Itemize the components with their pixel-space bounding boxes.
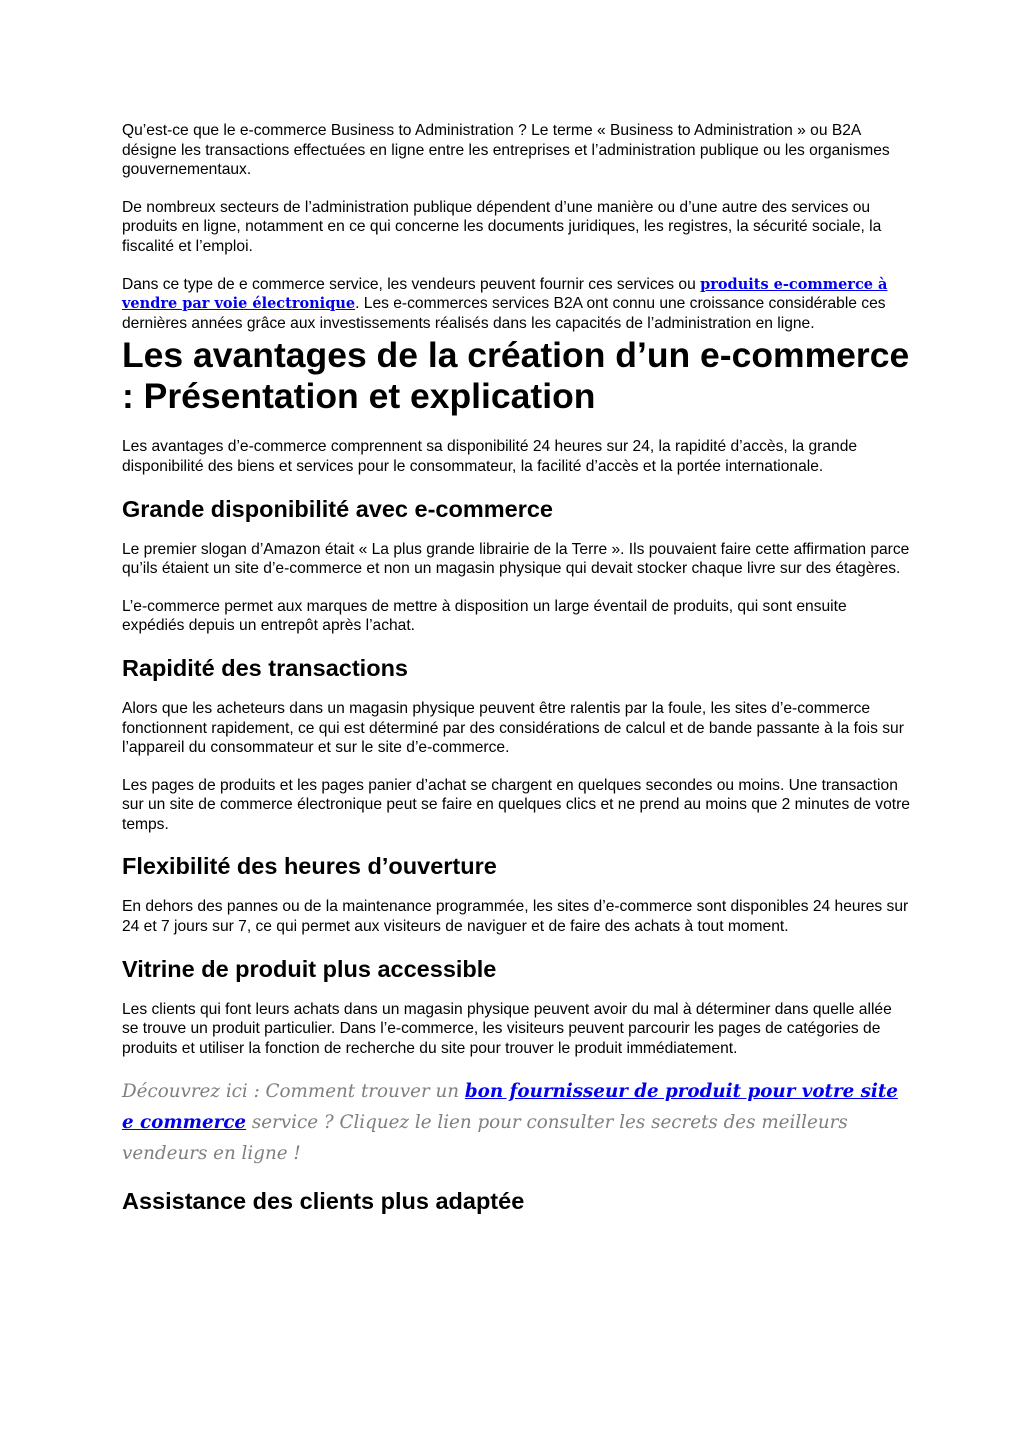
availability-paragraph-1: Le premier slogan d’Amazon était « La plus grande librairie de la Terre ». Ils pouvaient faire cette affirmation parce qu’ils étaient un site d’e-commerce et non un magasin physique qui devait stocker chaque livre sur des étagères. (122, 540, 910, 578)
showcase-heading: Vitrine de produit plus accessible (122, 955, 497, 982)
showcase-paragraph: Les clients qui font leurs achats dans un magasin physique peuvent avoir du mal à déterminer dans quelle allée se trouve un produit particulier. Dans l’e-commerce, les visiteurs peuvent parcourir les pages de catégories de produits et utiliser la fonction de recherche du site pour trouver le produit immédiatement. (122, 1000, 892, 1057)
intro-paragraph-3-start: Dans ce type de e commerce service, les vendeurs peuvent fournir ces services ou (122, 275, 701, 293)
callout-outro-text: service ? Cliquez le lien pour consulter les secrets des meilleurs vendeurs en ligne ! (122, 1112, 848, 1165)
intro-paragraph-3-end: . Les e-commerces services B2A ont connu une croissance considérable ces dernières années grâce aux investissements réalisés dans les capacités de l’administration en ligne. (122, 295, 886, 332)
speed-paragraph-1: Alors que les acheteurs dans un magasin physique peuvent être ralentis par la foule, les sites d’e-commerce fonctionnent rapidement, ce qui est déterminé par des considérations de calcul et de bande passante à la fois sur l’appareil du consommateur et sur le site d’e-commerce. (122, 699, 904, 757)
availability-heading: Grande disponibilité avec e-commerce (122, 495, 553, 522)
intro-paragraph-3 (122, 275, 912, 334)
hours-paragraph: En dehors des pannes ou de la maintenance programmée, les sites d’e-commerce sont disponibles 24 heures sur 24 et 7 jours sur 7, ce qui permet aux visiteurs de naviguer et de faire des achats à tout moment. (122, 898, 909, 936)
main-heading: Les avantages de la création d’un e-commerce : Présentation et explication (122, 335, 910, 417)
ecommerce-products-link[interactable]: produits e-commerce à vendre par voie électronique (122, 275, 888, 313)
speed-paragraph-2: Les pages de produits et les pages panier d’achat se chargent en quelques secondes ou moins. Une transaction sur un site de commerce électronique peut se faire en quelques clics et ne prend au moins que 2 minutes de votre temps. (122, 776, 910, 833)
hours-heading: Flexibilité des heures d’ouverture (122, 853, 497, 880)
supplier-guide-link[interactable]: bon fournisseur de produit pour votre site e commerce (122, 1081, 898, 1134)
supplier-callout (122, 1076, 912, 1169)
callout-intro-text: Découvrez ici : Comment trouver un (122, 1081, 465, 1103)
intro-paragraph-2: De nombreux secteurs de l’administration publique dépendent d’une manière ou d’une autre des services ou produits en ligne, notamment en ce qui concerne les documents juridiques, les registres, la sécurité sociale, la fiscalité et l’emploi. (122, 198, 882, 255)
speed-heading: Rapidité des transactions (122, 654, 408, 681)
intro-paragraph-1: Qu’est-ce que le e-commerce Business to Administration ? Le terme « Business to Administration » ou B2A désigne les transactions effectuées en ligne entre les entreprises et l’administration publique ou les organismes gouvernementaux. (122, 122, 890, 179)
document-page (122, 121, 912, 1232)
availability-paragraph-2: L’e-commerce permet aux marques de mettre à disposition un large éventail de produits, qui sont ensuite expédiés depuis un entrepôt après l’achat. (122, 597, 847, 635)
support-heading: Assistance des clients plus adaptée (122, 1188, 525, 1215)
main-intro-paragraph: Les avantages d’e-commerce comprennent sa disponibilité 24 heures sur 24, la rapidité d’accès, la grande disponibilité des biens et services pour le consommateur, la facilité d’accès et la portée internationale. (122, 438, 858, 475)
